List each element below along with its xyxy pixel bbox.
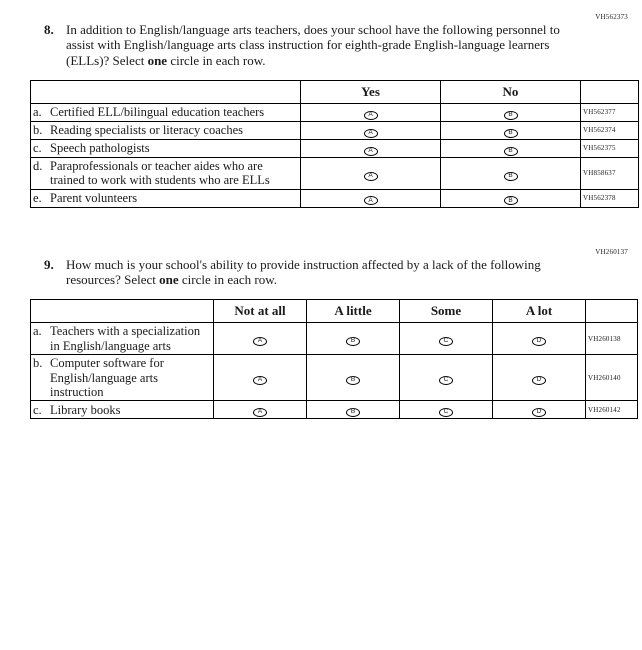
row-label: Parent volunteers [50, 191, 138, 206]
answer-bubble-not-at-all[interactable]: A [253, 376, 267, 385]
yes-cell [301, 103, 441, 121]
row-label: Computer software for English/language arts instruction [50, 356, 164, 399]
header-code-cell [581, 80, 639, 103]
header-no: No [441, 80, 581, 103]
question8-text [66, 22, 564, 68]
answer-bubble-not-at-all[interactable]: A [253, 337, 267, 346]
question9-text-bold: one [159, 272, 179, 288]
question8-text-after: circle in each row. [167, 52, 266, 68]
question9-text-before: How much is your school's ability to provide instruction affected by a lack of the following resources? Select [66, 256, 541, 288]
answer-bubble-a-little[interactable]: B [346, 337, 360, 346]
question8-text-before: In addition to English/language arts teachers, does your school have the following personnel to assist with English/language arts class instruction for eighth-grade English-language learners (ELLs)? Select [66, 22, 560, 68]
table-row [31, 157, 639, 189]
header-some: Some [400, 300, 493, 323]
row-accession-code: VH260140 [586, 355, 638, 401]
a-little-cell [307, 355, 400, 401]
a-little-cell [307, 401, 400, 419]
answer-bubble-some[interactable]: C [439, 376, 453, 385]
table-row [31, 121, 639, 139]
no-cell [441, 189, 581, 207]
a-lot-cell [493, 323, 586, 355]
answer-bubble-no[interactable]: B [504, 172, 518, 181]
answer-bubble-some[interactable]: C [439, 337, 453, 346]
question9-text [66, 257, 564, 288]
row-letter: a. [33, 105, 42, 120]
header-a-lot: A lot [493, 300, 586, 323]
row-label-cell [31, 323, 214, 355]
some-cell [400, 355, 493, 401]
no-cell [441, 103, 581, 121]
answer-bubble-yes[interactable]: A [364, 111, 378, 120]
row-accession-code: VH562375 [581, 139, 639, 157]
table-row [31, 323, 638, 355]
row-accession-code: VH260138 [586, 323, 638, 355]
row-label: Teachers with a specialization in English/language arts [50, 324, 201, 353]
question9-response-table [30, 299, 638, 419]
not-at-all-cell [214, 401, 307, 419]
table-row [31, 355, 638, 401]
row-accession-code: VH562377 [581, 103, 639, 121]
row-letter: c. [33, 402, 42, 417]
row-accession-code: VH260142 [586, 401, 638, 419]
row-label-cell [31, 139, 301, 157]
yes-cell [301, 121, 441, 139]
row-label: Certified ELL/bilingual education teachers [50, 105, 265, 120]
table-header-row [31, 300, 638, 323]
no-cell [441, 121, 581, 139]
answer-bubble-a-lot[interactable]: D [532, 376, 546, 385]
answer-bubble-yes[interactable]: A [364, 196, 378, 205]
header-a-little: A little [307, 300, 400, 323]
answer-bubble-no[interactable]: B [504, 196, 518, 205]
row-label: Reading specialists or literacy coaches [50, 123, 243, 138]
row-letter: c. [33, 141, 42, 156]
row-letter: e. [33, 191, 42, 206]
row-label-cell [31, 189, 301, 207]
row-accession-code: VH562374 [581, 121, 639, 139]
row-letter: d. [33, 158, 43, 173]
table-row [31, 189, 639, 207]
table-row [31, 103, 639, 121]
answer-bubble-no[interactable]: B [504, 147, 518, 156]
answer-bubble-not-at-all[interactable]: A [253, 408, 267, 417]
question8-prompt [44, 22, 564, 68]
answer-bubble-a-little[interactable]: B [346, 408, 360, 417]
question9-accession-code: VH260137 [595, 247, 628, 256]
row-letter: b. [33, 123, 43, 138]
row-letter: b. [33, 356, 43, 371]
header-yes: Yes [301, 80, 441, 103]
no-cell [441, 157, 581, 189]
table-row [31, 139, 639, 157]
question8-number: 8. [44, 22, 54, 37]
question8-text-bold: one [147, 52, 168, 68]
answer-bubble-yes[interactable]: A [364, 129, 378, 138]
some-cell [400, 323, 493, 355]
answer-bubble-no[interactable]: B [504, 129, 518, 138]
table-header-row [31, 80, 639, 103]
table-row [31, 401, 638, 419]
row-label: Paraprofessionals or teacher aides who are trained to work with students who are ELLs [50, 158, 270, 188]
row-label: Speech pathologists [50, 141, 150, 156]
row-label-cell [31, 157, 301, 189]
row-label-cell [31, 121, 301, 139]
question8-response-table [30, 80, 639, 208]
yes-cell [301, 189, 441, 207]
answer-bubble-a-little[interactable]: B [346, 376, 360, 385]
question8-accession-code: VH562373 [595, 13, 628, 21]
not-at-all-cell [214, 323, 307, 355]
row-label-cell [31, 355, 214, 401]
answer-bubble-a-lot[interactable]: D [532, 408, 546, 417]
header-not-at-all: Not at all [214, 300, 307, 323]
answer-bubble-some[interactable]: C [439, 408, 453, 417]
answer-bubble-a-lot[interactable]: D [532, 337, 546, 346]
a-lot-cell [493, 401, 586, 419]
answer-bubble-yes[interactable]: A [364, 172, 378, 181]
not-at-all-cell [214, 355, 307, 401]
yes-cell [301, 157, 441, 189]
some-cell [400, 401, 493, 419]
answer-bubble-yes[interactable]: A [364, 147, 378, 156]
question9-prompt [44, 257, 564, 288]
yes-cell [301, 139, 441, 157]
row-accession-code: VH858637 [581, 157, 639, 189]
a-little-cell [307, 323, 400, 355]
question9-text-after: circle in each row. [178, 272, 278, 288]
row-label-cell [31, 103, 301, 121]
answer-bubble-no[interactable]: B [504, 111, 518, 120]
row-letter: a. [33, 324, 42, 339]
row-accession-code: VH562378 [581, 189, 639, 207]
question9-number: 9. [44, 256, 54, 272]
a-lot-cell [493, 355, 586, 401]
header-blank-cell [31, 80, 301, 103]
header-code-cell [586, 300, 638, 323]
no-cell [441, 139, 581, 157]
row-label-cell [31, 401, 214, 419]
header-blank-cell [31, 300, 214, 323]
row-label: Library books [50, 402, 121, 417]
